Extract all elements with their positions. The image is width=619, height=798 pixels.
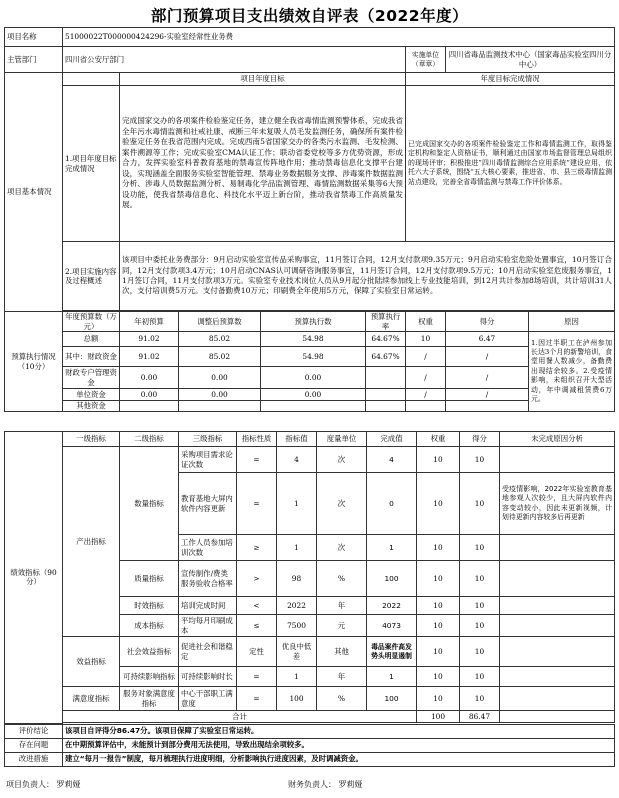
budget-weight: / (406, 389, 446, 401)
l3-indicator: 促进社会和谐稳定 (179, 637, 237, 667)
indicator-value: 7500 (277, 615, 317, 637)
indicator-weight: 10 (417, 447, 460, 473)
indicator-weight: 10 (417, 667, 460, 687)
l2-quantity: 数量指标 (120, 447, 179, 561)
indicator-unit: % (317, 687, 367, 711)
perf-section-label: 绩效指标（90分） (5, 432, 63, 724)
budget-weight: / (406, 347, 446, 367)
indicator-done: 4 (367, 447, 417, 473)
perf-header-value: 指标值 (277, 432, 317, 447)
issue-label: 存在问题 (5, 738, 63, 752)
l2-service: 服务对象满意度指标 (120, 687, 179, 711)
indicator-value: 1 (277, 535, 317, 561)
project-name-value: 51000022T000000424296-实验室经常性业务费 (63, 28, 615, 47)
budget-rate: 64.67% (366, 347, 406, 367)
dept-label: 主管部门 (5, 47, 63, 73)
budget-initial: 91.02 (120, 332, 179, 347)
indicator-unit: 元 (317, 615, 367, 637)
eval-label: 评价结论 (5, 724, 63, 738)
indicator-nature: = (237, 687, 277, 711)
indicator-unit: 次 (317, 447, 367, 473)
budget-header-adjusted: 调整后预算数 (179, 312, 261, 332)
budget-adjusted: 0.00 (179, 389, 261, 401)
budget-rate: 64.67% (366, 332, 406, 347)
budget-score (446, 401, 529, 412)
unit-value: 四川省毒品监测技术中心（国家毒品实验室四川分中心） (446, 47, 615, 73)
indicator-unit: 年 (317, 597, 367, 615)
perf-header-score: 得分 (460, 432, 500, 447)
budget-initial (120, 401, 179, 412)
indicator-reason (500, 687, 615, 711)
self-evaluation-table (4, 27, 615, 412)
budget-rate (366, 367, 406, 389)
total-score: 86.47 (460, 711, 500, 723)
indicator-done: 2022 (367, 597, 417, 615)
indicator-nature: = (237, 447, 277, 473)
budget-initial: 91.02 (120, 347, 179, 367)
indicator-value: 2022 (277, 597, 317, 615)
perf-header-nature: 指标性质 (237, 432, 277, 447)
indicator-done: 4073 (367, 615, 417, 637)
indicator-value: 100 (277, 687, 317, 711)
indicator-reason (500, 561, 615, 597)
budget-header-reason: 原因 (529, 312, 615, 332)
indicator-score: 10 (460, 447, 500, 473)
l3-indicator: 培训完成时间 (179, 597, 237, 615)
indicator-nature: > (237, 561, 277, 597)
l3-indicator: 中心干部职工满意度 (179, 687, 237, 711)
l1-benefit: 效益指标 (63, 637, 120, 687)
budget-row-label: 其中：财政资金 (63, 347, 120, 367)
indicator-weight: 10 (417, 687, 460, 711)
quantity-reason: 受疫情影响，2022年实验室教育基地参观人次较少，且大屏内软件内容变动较小，因此未更新视频，计划待更新内容较多后再更新 (500, 473, 615, 535)
indicator-nature: = (237, 473, 277, 535)
budget-score: / (446, 389, 529, 401)
perf-header-unit: 度量单位 (317, 432, 367, 447)
implementation-text: 该项目中委托业务费部分：9月启动实验室宣传品采购事宜，11月签订合同，12月支付款项9.35万元；9月启动实验室危险处置事宜，10月签订合同，12月支付款项3.4万元；10月启动CNAS认可调研咨询服务事宜，11月签订合同，12月支付款项9.5万元；10月启动实验室危废服务事宜，11月签订合同，11月支付款项3万元。实验室专业技术岗位人员从9月起分批陆续参加线上专业技能培训，到12月共计参加8场培训，共计培训31人次，支付培训费5万元。支付备勤费10万元；印刷费全年使用5万元，保障了实验室日常运转。 (120, 242, 615, 311)
budget-rate (366, 389, 406, 401)
total-weight: 100 (417, 711, 460, 723)
budget-score: / (446, 367, 529, 389)
indicator-unit: 次 (317, 535, 367, 561)
indicator-done: 0 (367, 473, 417, 535)
l3-indicator: 工作人员参加培训次数 (179, 535, 237, 561)
l3-indicator: 平均每月印刷成本 (179, 615, 237, 637)
indicator-reason (500, 667, 615, 687)
indicator-score: 10 (460, 473, 500, 535)
l1-satisfaction: 满意度指标 (63, 687, 120, 711)
perf-header-l2: 二级指标 (120, 432, 179, 447)
perf-header-l3: 三级指标 (179, 432, 237, 447)
budget-header-initial: 年初预算 (120, 312, 179, 332)
measure-label: 改进措施 (5, 752, 63, 766)
blank-cell (63, 73, 120, 86)
indicator-done: 1 (367, 667, 417, 687)
perf-header-done: 完成值 (367, 432, 417, 447)
l3-indicator: 采购项目需求论证次数 (179, 447, 237, 473)
indicator-done: 100 (367, 687, 417, 711)
col-goal-header: 项目年度目标 (120, 73, 406, 86)
budget-adjusted: 0.00 (179, 367, 261, 389)
budget-score: / (446, 347, 529, 367)
l2-time: 时效指标 (120, 597, 179, 615)
budget-header-label: 年度预算数（万元） (63, 312, 120, 332)
indicator-done: 1 (367, 535, 417, 561)
indicator-value: 1 (277, 473, 317, 535)
measure-text: 建立“每月一报告”制度，每月梳理执行进度明细，分析影响执行进度因素，及时调减资金。 (63, 752, 615, 766)
indicator-value: 4 (277, 447, 317, 473)
project-lead: 项目负责人： 罗莉娅 (6, 780, 81, 789)
budget-header-weight: 权重 (406, 312, 446, 332)
project-name-label: 项目名称 (5, 28, 63, 47)
l2-social: 社会效益指标 (120, 637, 179, 667)
budget-rate (366, 401, 406, 412)
budget-reason: 1.因过半职工在泸州参加长达3个月的新警培训，食堂用餐人数减少，备勤费出现结余较多。2.受疫情影响，未组织召开大型活动，年中调减租赁费6万元。 (529, 332, 615, 412)
indicator-unit: 次 (317, 473, 367, 535)
indicator-value: 98 (277, 561, 317, 597)
l2-quality: 质量指标 (120, 561, 179, 597)
eval-text: 该项目自评得分86.47分。该项目保障了实验室日常运转。 (63, 724, 615, 738)
indicator-score: 10 (460, 615, 500, 637)
indicator-weight: 10 (417, 561, 460, 597)
l3-indicator: 宣传制作/费类服务验收合格率 (179, 561, 237, 597)
indicator-nature: = (237, 667, 277, 687)
indicator-score: 10 (460, 561, 500, 597)
indicator-reason (500, 615, 615, 637)
total-reason (500, 711, 615, 723)
budget-row-label: 其他资金 (63, 401, 120, 412)
indicator-nature: ≥ (237, 535, 277, 561)
budget-executed: 54.98 (261, 332, 366, 347)
l1-output: 产出指标 (63, 447, 120, 637)
budget-header-executed: 预算执行数 (261, 312, 366, 332)
indicator-score: 10 (460, 637, 500, 667)
goal-completion-label: 1.项目年度目标完成情况 (63, 86, 120, 242)
indicator-done: 毒品案件高发势头明显遏制 (367, 637, 417, 667)
budget-executed (261, 401, 366, 412)
total-label: 合计 (63, 711, 417, 723)
goal-done-text: 已完成国家交办的各项案件检验鉴定工作和毒情监测工作，取得鉴定机构和鉴定人资格证书，顺利通过由国家市场监督管理总局组织的现场评审；积极推进“四川毒情监测综合应用系统”建设应用，依托六大子系统，围绕“五大核心要素，推进省、市、县三级毒情监测站点建设，完善全省毒情监测与禁毒工作评价体系。 (406, 86, 615, 242)
indicator-weight: 10 (417, 535, 460, 561)
perf-header-weight: 权重 (417, 432, 460, 447)
indicator-weight: 10 (417, 597, 460, 615)
budget-executed: 0.00 (261, 389, 366, 401)
budget-row-label: 单位资金 (63, 389, 120, 401)
indicator-reason (500, 535, 615, 561)
l3-indicator: 教育基地大屏内软件内容更新 (179, 473, 237, 535)
budget-header-rate: 预算执行率 (366, 312, 406, 332)
dept-value: 四川省公安厅部门 (63, 47, 406, 73)
indicator-unit: 其他 (317, 637, 367, 667)
indicator-score: 10 (460, 687, 500, 711)
budget-weight (406, 401, 446, 412)
indicator-done: 100 (367, 561, 417, 597)
indicator-nature: ≤ (237, 615, 277, 637)
annual-goal-text: 完成国家交办的各项案件检验鉴定任务，建立健全我省毒情监测预警体系，完成我省全年污水毒情监测和社戒社康、戒断三年未复吸人员毛发监测任务，确保所有案件检验鉴定任务在我省范围内完成。完成西南5省国家交办的各类污水监测、毛发检测、案件溯源等工作；完成实验室CMA认证工作；联动省委党校等多方优势资源，形成合力，发挥实验室科普教育基地的禁毒宣传阵地作用；推动禁毒信息化支撑平台建设，实现涵盖全面服务实验室智能管理、禁毒业务数据服务支撑、涉毒案件数据监测分析、涉毒人员数据监测分析、易制毒化学品监测管理、毒情监测数据采集等6大预设功能，使我省禁毒信息化、科技化水平迈上新台阶，推动我省禁毒工作高质量发展。 (120, 86, 406, 242)
perf-header-reason: 未完成原因分析 (500, 432, 615, 447)
indicator-score: 10 (460, 535, 500, 561)
indicator-nature: 定性 (237, 637, 277, 667)
budget-weight: / (406, 367, 446, 389)
budget-section-label: 预算执行情况（10分） (5, 312, 63, 412)
budget-initial: 0.00 (120, 367, 179, 389)
indicator-nature: < (237, 597, 277, 615)
unit-label: 实施单位（章章） (406, 47, 446, 73)
budget-weight: 10 (406, 332, 446, 347)
indicator-score: 10 (460, 597, 500, 615)
perf-header-l1: 一级指标 (63, 432, 120, 447)
l3-indicator: 可持续影响时长 (179, 667, 237, 687)
budget-header-score: 得分 (446, 312, 529, 332)
indicator-unit: % (317, 561, 367, 597)
issue-text: 在中期预算评估中，未能预计到部分费用无法使用，导致出现结余项较多。 (63, 738, 615, 752)
page-title: 部门预算项目支出绩效自评表（2022年度） (150, 7, 469, 25)
budget-adjusted: 85.02 (179, 332, 261, 347)
indicator-reason (500, 447, 615, 473)
indicator-score: 10 (460, 667, 500, 687)
budget-initial: 0.00 (120, 389, 179, 401)
indicator-reason (500, 637, 615, 667)
indicator-reason (500, 597, 615, 615)
budget-score: 6.47 (446, 332, 529, 347)
budget-executed: 54.98 (261, 347, 366, 367)
indicator-weight: 10 (417, 615, 460, 637)
col-done-header: 年度目标完成情况 (406, 73, 615, 86)
indicator-unit: 年 (317, 667, 367, 687)
indicator-weight: 10 (417, 473, 460, 535)
performance-table (4, 431, 615, 767)
basic-section-label: 项目基本情况 (5, 73, 63, 312)
finance-lead: 财务负责人： 罗莉娅 (288, 780, 363, 789)
indicator-value: 1 (277, 667, 317, 687)
indicator-weight: 10 (417, 637, 460, 667)
implementation-label: 2.项目实施内容及过程概述 (63, 242, 120, 311)
budget-adjusted: 85.02 (179, 347, 261, 367)
budget-row-label: 财政专户管理资金 (63, 367, 120, 389)
indicator-value: 优良中低差 (277, 637, 317, 667)
l2-cost: 成本指标 (120, 615, 179, 637)
budget-adjusted (179, 401, 261, 412)
budget-row-label: 总额 (63, 332, 120, 347)
l2-sustain: 可持续影响指标 (120, 667, 179, 687)
budget-executed: 0.00 (261, 367, 366, 389)
